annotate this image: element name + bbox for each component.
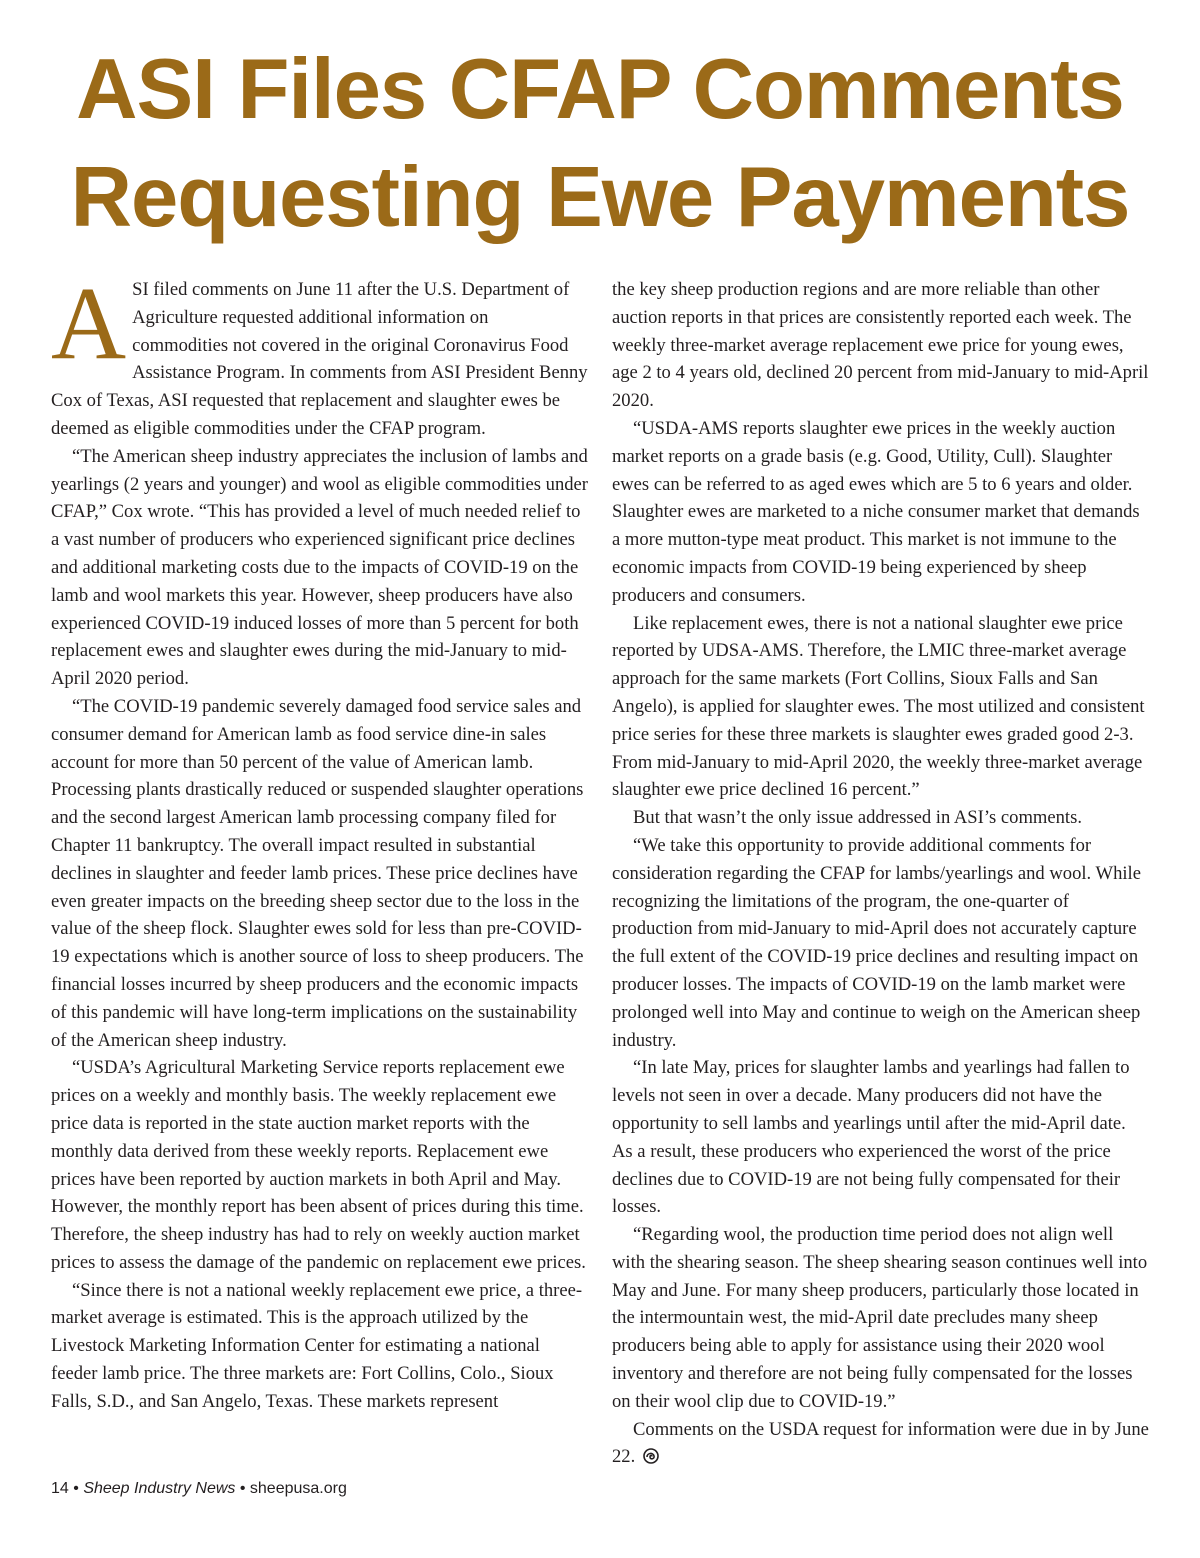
paragraph	[51, 266, 589, 443]
paragraph-text: SI filed comments on June 11 after the U.S. Department of Agriculture requested additional information on commodities not covered in the original Coronavirus Food Assistance Program. In comments from ASI President Benny Cox of Texas, ASI requested that replacement and slaughter ewes be deemed as eligible commodities under the CFAP program.	[51, 279, 588, 439]
paragraph: But that wasn’t the only issue addressed in ASI’s comments.	[633, 807, 1082, 829]
right-column	[612, 276, 1150, 1471]
page-number: 14	[51, 1480, 69, 1497]
paragraph: “USDA-AMS reports slaughter ewe prices in the weekly auction market reports on a grade basis (e.g. Good, Utility, Cull). Slaughter ewes can be referred to as aged ewes which are 5 to 6 years and older. Slaughter ewes are marketed to a niche consumer market that demands a more mutton-type meat product. This market is not immune to the economic impacts from COVID-19 being experienced by sheep producers and consumers.	[612, 417, 1140, 606]
headline	[0, 36, 1200, 252]
footer-separator: •	[239, 1480, 246, 1497]
paragraph: “We take this opportunity to provide additional comments for consideration regarding the CFAP for lambs/yearlings and wool. While recognizing the limitations of the program, the one-quarter of production from mid-January to mid-April does not accurately capture the full extent of the COVID-19 price declines and resulting impact on producer losses. The impacts of COVID-19 on the lamb market were prolonged well into May and continue to weigh on the American sheep industry.	[612, 834, 1141, 1051]
paragraph-text: Comments on the USDA request for information were due in by June 22.	[612, 1418, 1149, 1468]
paragraph: “The American sheep industry appreciates the inclusion of lambs and yearlings (2 years and younger) and wool as eligible commodities under CFAP,” Cox wrote. “This has provided a level of much needed relief to a vast number of producers who experienced significant price declines and additional marketing costs due to the impacts of COVID-19 on the lamb and wool markets this year. However, sheep producers have also experienced COVID-19 induced losses of more than 5 percent for both replacement ewes and slaughter ewes during the mid-January to mid-April 2020 period.	[51, 445, 589, 690]
headline-line-1: ASI Files CFAP Comments	[76, 42, 1124, 137]
paragraph: “In late May, prices for slaughter lambs and yearlings had fallen to levels not seen in over a decade. Many producers did not have the opportunity to sell lambs and yearlings until after the mid-April date. As a result, these producers who experienced the worst of the price declines due to COVID-19 are not being fully compensated for their losses.	[612, 1057, 1130, 1218]
paragraph: “USDA’s Agricultural Marketing Service reports replacement ewe prices on a weekly and monthly basis. The weekly replacement ewe price data is reported in the state auction market reports with the monthly data derived from these weekly reports. Replacement ewe prices have been reported by auction markets in both April and May. However, the monthly report has been absent of prices during this time. Therefore, the sheep industry has had to rely on weekly auction market prices to assess the damage of the pandemic on replacement ewe prices.	[51, 1057, 586, 1273]
publication-name: Sheep Industry News	[83, 1480, 236, 1497]
paragraph: “The COVID-19 pandemic severely damaged food service sales and consumer demand for American lamb as food service dine-in sales account for more than 50 percent of the value of American lamb. Processing plants drastically reduced or suspended slaughter operations and the second largest American lamb processing company filed for Chapter 11 bankruptcy. The overall impact resulted in substantial declines in slaughter and feeder lamb prices. These price declines have even greater impacts on the breeding sheep sector due to the loss in the value of the sheep flock. Slaughter ewes sold for less than pre-COVID-19 expectations which is another source of loss to sheep producers. The financial losses incurred by sheep producers and the economic impacts of this pandemic will have long-term implications on the sustainability of the American sheep industry.	[51, 695, 584, 1051]
left-column	[51, 266, 589, 1416]
footer-separator: •	[73, 1480, 79, 1497]
paragraph: “Regarding wool, the production time period does not align well with the shearing season. The sheep shearing season continues well into May and June. For many sheep producers, particularly those located in the intermountain west, the mid-April date precludes many sheep producers being able to apply for assistance using their 2020 wool inventory and therefore are not being fully compensated for the losses on their wool clip due to COVID-19.”	[612, 1224, 1148, 1412]
asi-swirl-logo-icon	[643, 1448, 659, 1464]
website-link[interactable]: sheepusa.org	[249, 1480, 347, 1497]
paragraph-last	[612, 1416, 1150, 1472]
paragraph: Like replacement ewes, there is not a national slaughter ewe price reported by UDSA-AMS. Therefore, the LMIC three-market average approach for the same markets (Fort Collins, Sioux Falls and San Angelo), is applied for slaughter ewes. The most utilized and consistent price series for these three markets is slaughter ewes graded good 2-3. From mid-January to mid-April 2020, the weekly three-market average slaughter ewe price declined 16 percent.”	[612, 612, 1145, 801]
paragraph: the key sheep production regions and are more reliable than other auction reports in that prices are consistently reported each week. The weekly three-market average replacement ewe price for young ewes, age 2 to 4 years old, declined 20 percent from mid-January to mid-April 2020.	[612, 279, 1149, 412]
page-footer	[51, 1480, 347, 1498]
drop-cap: A	[51, 266, 127, 381]
headline-line-2: Requesting Ewe Payments	[70, 150, 1130, 245]
paragraph: “Since there is not a national weekly replacement ewe price, a three-market average is estimated. This is the approach utilized by the Livestock Marketing Information Center for estimating a national feeder lamb price. The three markets are: Fort Collins, Colo., Sioux Falls, S.D., and San Angelo, Texas. These markets represent	[51, 1279, 583, 1412]
